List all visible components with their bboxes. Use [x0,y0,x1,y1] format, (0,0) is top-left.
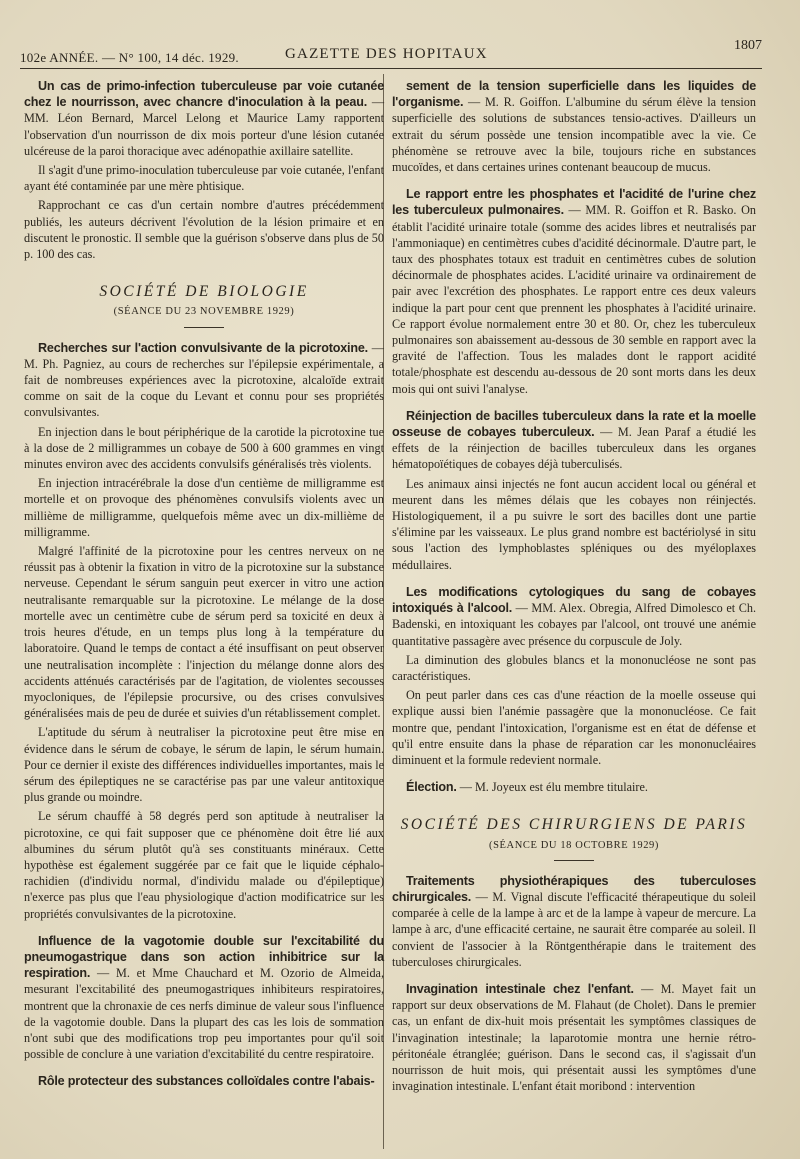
body-paragraph [24,543,384,721]
article-text: — M. Jean Paraf a étudié les effets de la réinjection de bacilles tuberculeux dans les organes hématopoïétiques de cobayes déjà tuberculisés. [392,425,757,472]
body-paragraph [392,476,756,573]
issue-info: 102e ANNÉE. — N° 100, 14 déc. 1929. [20,50,239,65]
body-paragraph [24,162,384,194]
article-paragraph [392,981,756,1094]
spacer [392,576,756,584]
right-column [392,78,756,1097]
article-text: — MM. Léon Bernard, Marcel Lelong et Maurice Lamy rapportent l'observation d'un nourrisson de dix mois porteur d'une lésion cutanée ulcéreuse de la paroi thoracique avec adénopathie axillaire satellite. [24,95,385,158]
article-title: Recherches sur l'action convulsivante de la picrotoxine. [38,340,368,355]
article-paragraph [392,873,756,970]
body-paragraph [24,197,384,262]
article-text: En injection intracérébrale la dose d'un centième de milligramme est mortelle et on provoque des phénomènes convulsifs violents avec un millième de milligramme, quelquefois même avec un dix-millième de milligramme. [24,476,384,539]
body-paragraph [24,424,384,473]
article-text: L'aptitude du sérum à neutraliser la picrotoxine peut être mise en évidence dans le sérum de cobaye, le sérum de lapin, le sérum humain. Pour ce dernier il existe des différences individuelles importantes, mais le sérum des épileptiques ne se caractérise pas par une valeur antitoxique plus grande ou moindre. [24,725,384,805]
spacer [392,771,756,779]
article-text: — MM. R. Goiffon et R. Basko. On établit l'acidité urinaire totale (somme des acides libres et neutralisés par l'ammoniaque) en centimètres cubes d'acidité décinormale. D'autre part, le taux des phosphates totaux est traduit en centimètres cubes de solution décinormale de phosphates acides. L'acidité urinaire va ordinairement de pair avec l'excrétion des phosphates. Le rapport entre ces deux valeurs indique la part pour cent que prennent les phosphates à l'acidité urinaire. Ce rapport évolue normalement entre 30 et 80. Or, chez les tuberculeux pulmonaires son abaissement au-dessous de 30 semble en rapport avec la gravité de l'affection. Tous les malades dont le rapport acidité totale/phosphate est descendu au-dessous de 20 sont morts dans les deux mois qui ont suivi l'analyse. [392,203,756,396]
article-text: On peut parler dans ces cas d'une réaction de la moelle osseuse qui explique aussi bien l'anémie passagère que la mononucléose. Ce fait montre que, pendant l'intoxication, l'organisme est en état de défense et qu'il entre ensuite dans la phase de réparation car les mononucléaires diminuent et la formule redevient normale. [392,688,756,767]
section-rule [184,327,224,328]
page-number: 1807 [734,38,762,53]
article-text: — M. Joyeux est élu membre titulaire. [456,780,648,795]
article-title: Traitements physiothérapiques des tuberculoses chirurgicales. [392,873,756,904]
page-header [20,38,762,66]
article-title: sement de la tension superficielle dans les liquides de l'organisme. [392,79,756,110]
left-articles-top [24,78,384,262]
article-title: Réinjection de bacilles tuberculeux dans la rate et la moelle osseuse de cobayes tuberculeux. [392,408,756,440]
spacer [392,400,756,408]
article-text: — M. R. Goiffon. L'albumine du sérum élève la tension superficielle des solutions de substances tensio-actives. D'ailleurs un extrait du sérum possède une tension incompatible avec la vie. Ce phénomène se retrouve avec la bile, toujours riche en substances mucoïdes, et dans certaines urines contenant beaucoup de mucus. [392,95,756,175]
article-title: Le rapport entre les phosphates et l'acidité de l'urine chez les tuberculeux pulmonaires. [392,187,756,218]
article-paragraph [24,1073,384,1089]
article-text: Rapprochant ce cas d'un certain nombre d'autres précédemment publiés, les auteurs décrivent l'évolution de la lésion primaire et en discutent le pronostic. Il semble que la guérison s'observe dans plus de 50 p. 100 des cas. [24,198,384,262]
article-title: Rôle protecteur des substances colloïdales contre l'abais- [38,1074,375,1089]
article-title: Les modifications cytologiques du sang de cobayes intoxiqués à l'alcool. [392,584,756,616]
article-text: En injection dans le bout périphérique de la carotide la picrotoxine tue à la dose de 2 milligrammes un cobaye de 500 à 600 grammes en vingt minutes environ avec des accidents convulsifs généralisés très violents. [24,424,384,472]
article-text: La diminution des globules blancs et la mononucléose ne sont pas caractéristiques. [392,652,756,683]
spacer [392,973,756,981]
article-title: Influence de la vagotomie double sur l'excitabilité du pneumogastrique dans son action inhibitrice sur la respiration. [24,933,384,981]
section-session-date: (SÉANCE DU 23 NOVEMBRE 1929) [113,306,295,318]
spacer [24,925,384,933]
left-articles-biologie [24,340,384,1090]
section-heading-biologie: SOCIÉTÉ DE BIOLOGIE [99,283,309,301]
body-paragraph [392,687,756,768]
article-paragraph [392,408,756,473]
article-text: Il s'agit d'une primo-inoculation tuberculeuse par voie cutanée, l'enfant ayant été contaminée par une mère phtisique. [24,163,384,194]
body-paragraph [24,808,384,921]
article-title: Élection. [406,780,457,795]
header-rule [20,68,762,69]
article-paragraph [392,584,756,649]
article-text: Les animaux ainsi injectés ne font aucun accident local ou général et meurent dans les mêmes délais que les cobayes non réinjectés. Histologiquement, il a pu suivre le sort des bacilles dont une partie s'élimine par les vaisseaux. Le plus grand nombre est bactériolysé in situ sous l'action des lymphoblastes spléniques ou des myéloplaxes médullaires. [392,476,756,572]
body-paragraph [24,475,384,540]
spacer [24,1065,384,1073]
article-text: — M. Mayet fait un rapport sur deux observations de M. Flahaut (de Cholet). Dans le premier cas, un enfant de dix-huit mois présentait les symptômes classiques de l'invagination intestinale; la laparotomie montra une hernie rétro-péritonéale étranglée; guérison. Dans le second cas, il s'agissait d'un nourrisson de huit mois, qui présentait aussi les symptômes d'une invagination intestinale. L'enfant était moribond : intervention [392,981,756,1094]
article-paragraph [392,779,756,795]
article-paragraph [24,78,384,159]
section-session-date: (SÉANCE DU 18 OCTOBRE 1929) [488,839,659,851]
section-rule [554,860,594,861]
article-text: — M. et Mme Chauchard et M. Ozorio de Almeida, mesurant l'excitabilité des pneumogastriques inhibiteurs respiratoires, montrent que la chronaxie de ces nerfs diminue de valeur sous l'influence de la vagotomie double. Dans la plupart des cas les lois de sommation n'ont subi que des modifications trop peu importantes pour qu'il soit possible de conclure à une variation d'excitabilité du centre respiratoire. [24,966,384,1062]
spacer [392,178,756,186]
article-paragraph [392,78,756,175]
section-heading-chirurgiens: SOCIÉTÉ DES CHIRURGIENS DE PARIS [400,816,748,834]
article-text: — M. Ph. Pagniez, au cours de recherches sur l'épilepsie expérimentale, a fait de nombreuses expériences avec la picrotoxine, alcaloïde extrait comme on sait de la coque du Levant et connu pour ses propriétés convulsivantes. [24,340,384,420]
article-text: Malgré l'affinité de la picrotoxine pour les centres nerveux on ne réussit pas à obtenir la fixation in vitro de la picrotoxine sur la substance nerveuse. Cependant le sérum sanguin peut exercer in vitro une action neutralisante remarquable sur la picrotoxine. Le mélange de la dose mortelle avec un centimètre cube de sérum perd sa toxicité en deux à trois heures d'étude, en un temps plus long à la température du laboratoire. Quand le temps de contact a été insuffisant on peut observer une neutralisation incomplète : l'injection du mélange donne alors des accidents atténués caractérisés par de l'agitation, de violentes secousses myocloniques, de l'épilepsie procursive, ou des crises convulsives généralisées mais de peu de durée et suivies d'un rétablissement complet. [24,544,384,721]
article-text: — M. Vignal discute l'efficacité thérapeutique du soleil comparée à celle de la lampe à arc et de la lampe à vapeur de mercure. La lampe à arc, d'une efficacité certaine, ne saurait être comparée au soleil. Il convient de l'associer à la Röntgenthérapie dans le traitement des tuberculoses chirurgicales. [392,889,756,969]
body-paragraph [24,724,384,805]
article-paragraph [24,340,384,421]
journal-title: GAZETTE DES HOPITAUX [285,46,488,62]
left-column [24,78,384,1093]
right-articles-biologie [392,78,756,795]
article-paragraph [392,186,756,397]
body-paragraph [392,652,756,684]
article-text: Le sérum chauffé à 58 degrés perd son aptitude à neutraliser la picrotoxine, ce qui fait supposer que ce phénomène doit être lié aux albumines du sérum plutôt qu'à ses constituants minéraux. Cette hypothèse est également suggérée par ce fait que le liquide céphalo-rachidien (d'individu normal, d'individu malade ou d'épileptique) n'exerce pas plus que l'eau physiologique d'action modificatrice sur les propriétés convulsivantes de la picrotoxine. [24,809,384,921]
article-title: Un cas de primo-infection tuberculeuse par voie cutanée chez le nourrisson, avec chancre d'inoculation à la peau. [24,79,384,110]
right-articles-chirurgiens [392,873,756,1095]
article-title: Invagination intestinale chez l'enfant. [406,981,634,996]
article-text: — MM. Alex. Obregia, Alfred Dimolesco et Ch. Badenski, en intoxiquant les cobayes par l'alcool, ont trouvé une anémie quantitative passagère avec présence du corpuscule de Joly. [392,601,756,648]
article-paragraph [24,933,384,1063]
